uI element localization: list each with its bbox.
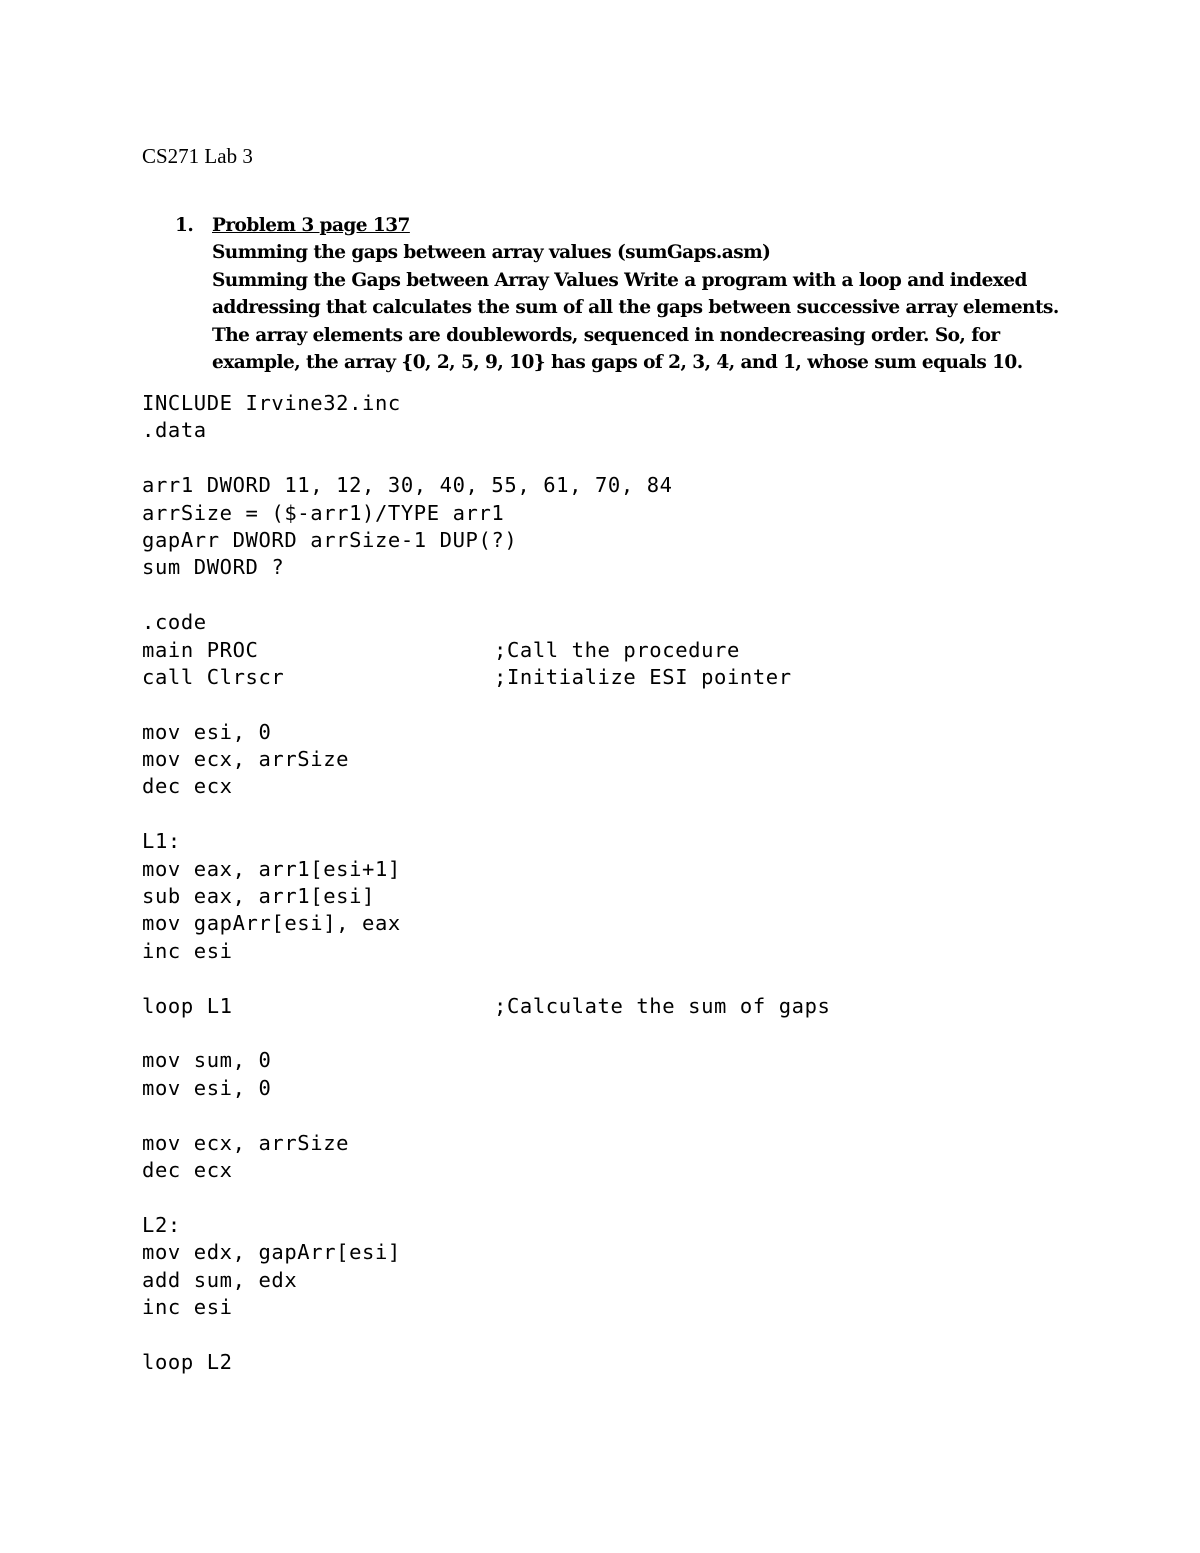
- code-text: mov gapArr[esi], eax: [142, 911, 401, 936]
- code-text: mov esi, 0: [142, 719, 272, 744]
- code-text: .code: [142, 610, 207, 635]
- code-text: sub eax, arr1[esi]: [142, 884, 375, 909]
- code-line: [142, 554, 673, 581]
- code-text: .data: [142, 418, 207, 443]
- code-line: [142, 801, 673, 828]
- code-line: [142, 1267, 673, 1294]
- code-line: [142, 719, 673, 746]
- code-line: [142, 883, 673, 910]
- code-text: mov ecx, arrSize: [142, 1130, 350, 1155]
- code-text: mov sum, 0: [142, 1048, 272, 1073]
- code-line: [142, 691, 673, 718]
- problem-line: Summing the Gaps between Array Values Write a program with a loop and indexed: [212, 269, 1027, 291]
- code-line: [142, 1321, 673, 1348]
- problem-line: The array elements are doublewords, sequenced in nondecreasing order. So, for: [212, 324, 1000, 346]
- code-text: call Clrscr: [142, 664, 285, 689]
- code-line: [142, 856, 673, 883]
- code-text: mov edx, gapArr[esi]: [142, 1240, 401, 1265]
- code-text: arr1 DWORD 11, 12, 30, 40, 55, 61, 70, 84: [142, 473, 673, 498]
- code-line: [142, 1075, 673, 1102]
- code-line: [142, 1020, 673, 1047]
- problem-line: Summing the gaps between array values (sumGaps.asm): [212, 242, 771, 264]
- code-text: inc esi: [142, 1294, 233, 1319]
- code-comment: ;Initialize ESI pointer: [494, 664, 792, 689]
- code-line: [142, 910, 673, 937]
- code-comment: ;Call the procedure: [494, 637, 740, 662]
- code-text: sum DWORD ?: [142, 555, 285, 580]
- code-line: [142, 664, 792, 691]
- code-text: dec ecx: [142, 774, 233, 799]
- code-line: [142, 993, 831, 1020]
- code-line: [142, 746, 673, 773]
- problem-text: [212, 212, 1059, 376]
- code-line: [142, 1157, 673, 1184]
- code-text: arrSize = ($-arr1)/TYPE arr1: [142, 500, 505, 525]
- code-text: L2:: [142, 1212, 181, 1237]
- code-line: [142, 1294, 673, 1321]
- code-line: [142, 417, 673, 444]
- code-line: [142, 828, 673, 855]
- code-text: L1:: [142, 829, 181, 854]
- code-text: INCLUDE Irvine32.inc: [142, 391, 401, 415]
- code-line: [142, 637, 740, 664]
- code-comment: ;Calculate the sum of gaps: [494, 993, 831, 1018]
- code-line: [142, 390, 673, 417]
- document-title: CS271 Lab 3: [142, 144, 253, 168]
- code-line: [142, 1184, 673, 1211]
- code-text: mov esi, 0: [142, 1075, 272, 1100]
- code-line: [142, 1047, 673, 1074]
- code-text: gapArr DWORD arrSize-1 DUP(?): [142, 527, 518, 552]
- code-line: [142, 1102, 673, 1129]
- code-line: [142, 938, 673, 965]
- code-text: mov ecx, arrSize: [142, 747, 350, 772]
- code-line: [142, 472, 673, 499]
- code-line: [142, 500, 673, 527]
- problem-line: example, the array {0, 2, 5, 9, 10} has gaps of 2, 3, 4, and 1, whose sum equals 10.: [212, 351, 1023, 373]
- code-line: [142, 582, 673, 609]
- code-text: add sum, edx: [142, 1267, 298, 1292]
- code-block: [142, 390, 831, 1376]
- code-line: [142, 527, 673, 554]
- code-text: loop L2: [142, 1349, 233, 1374]
- code-text: dec ecx: [142, 1157, 233, 1182]
- problem-description: [212, 239, 1059, 376]
- code-line: [142, 965, 673, 992]
- problem-heading: Problem 3 page 137: [212, 215, 410, 236]
- problem-line: addressing that calculates the sum of all the gaps between successive array elements.: [212, 297, 1059, 319]
- code-line: [142, 773, 673, 800]
- code-line: [142, 445, 673, 472]
- code-text: loop L1: [142, 993, 233, 1018]
- code-text: mov eax, arr1[esi+1]: [142, 856, 401, 881]
- code-line: [142, 1349, 673, 1376]
- list-number: 1.: [175, 215, 194, 236]
- code-line: [142, 1212, 673, 1239]
- code-line: [142, 1130, 673, 1157]
- code-line: [142, 609, 673, 636]
- code-text: inc esi: [142, 938, 233, 963]
- code-text: main PROC: [142, 637, 259, 662]
- code-line: [142, 1239, 673, 1266]
